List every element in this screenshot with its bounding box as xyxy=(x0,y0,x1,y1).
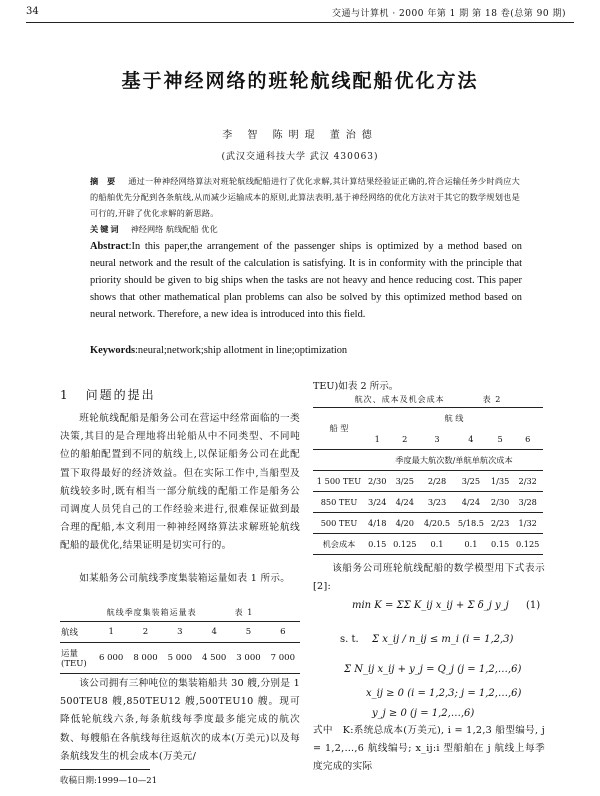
table-cell: 6 000 xyxy=(94,643,128,674)
table-cell: 0.125 xyxy=(512,534,543,555)
table-row xyxy=(313,513,543,534)
table-cell: 2/28 xyxy=(420,471,454,492)
paragraph-right-top: TEU)如表 2 所示。 xyxy=(313,381,399,392)
table-row xyxy=(313,534,543,555)
table-cell: 2/23 xyxy=(488,513,513,534)
table-cell: 0.15 xyxy=(488,534,513,555)
table-cell: 4/24 xyxy=(390,492,421,513)
table-cell: 0.1 xyxy=(454,534,488,555)
constraint-1: Σ x_ij / n_ij ≤ m_i (i = 1,2,3) xyxy=(372,634,514,645)
keywords-cn-text: 神经网络 航线配船 优化 xyxy=(130,224,218,234)
affiliation: (武汉交通科技大学 武汉 430063) xyxy=(221,152,379,162)
abstract-en-text: :In this paper,the arrangement of the passenger ships is optimized by a method based on neural network and the result of the calculation is satisfying. It is in conformity with the principle that priority should be given to big ships when the tasks are not heavy and hence reducing cost. This paper shows that other mathematical plan problems can also be solved by this optimized method based on neural network. Therefore, a new idea is introduced into this field. xyxy=(90,241,522,321)
table-2-ship-header: 船 型 xyxy=(313,408,365,450)
abstract-cn xyxy=(90,173,520,221)
authors: 李 智 陈明琨 董治德 xyxy=(222,130,378,141)
paragraph-5 xyxy=(313,722,545,777)
table-cell: 5 000 xyxy=(163,643,197,674)
table-cell: 3/25 xyxy=(454,471,488,492)
table-2-route-header: 航 线 xyxy=(365,408,543,429)
table-cell: 0.1 xyxy=(420,534,454,555)
table-cell: 4 xyxy=(197,622,231,643)
abstract-cn-text: 通过一种神经网络算法对班轮航线配船进行了优化求解,其计算结果经验证正确的,符合运输任务少时尚应大的船舶优先分配到各条航线,从而减少运输成本的原则,此算法表明,基于神经网络的优化方法对于其它的数学规划也是可行的,开辟了优化求解的新思路。 xyxy=(90,176,520,218)
header-rule xyxy=(26,22,574,23)
table-cell: 850 TEU xyxy=(313,492,365,513)
table-cell: 6 xyxy=(512,429,543,450)
table-cell: 5/18.5 xyxy=(454,513,488,534)
table-cell: 3/28 xyxy=(512,492,543,513)
table-cell: 6 xyxy=(266,622,300,643)
table-cell: 3/24 xyxy=(365,492,390,513)
footnote-rule xyxy=(60,769,150,770)
keywords-en-text: :neural;network;ship allotment in line;optimization xyxy=(135,345,348,356)
table-cell: 4/20 xyxy=(390,513,421,534)
table-cell: 5 xyxy=(231,622,265,643)
table-2-caption-line xyxy=(313,394,543,405)
paragraph-5-text: K:系统总成本(万美元), i = 1,2,3 船型编号, j = 1,2,…,6 航线编号; x_ij:i 型船舶在 j 航线上每季度完成的实际 xyxy=(313,725,545,773)
table-1-grid xyxy=(60,621,300,674)
abstract-en xyxy=(90,238,522,323)
table-2 xyxy=(313,394,543,555)
table-cell: 4/18 xyxy=(365,513,390,534)
keywords-cn xyxy=(90,224,218,235)
table-1-number: 表 1 xyxy=(234,608,254,617)
table-row xyxy=(313,450,543,471)
table-cell: 500 TEU xyxy=(313,513,365,534)
table-cell: 4 500 xyxy=(197,643,231,674)
equation-objective: min K = ΣΣ K_ij x_ij + Σ δ_j y_j xyxy=(352,600,509,611)
table-row xyxy=(313,408,543,429)
table-2-number: 表 2 xyxy=(482,395,502,404)
table-cell: 3 xyxy=(163,622,197,643)
table-cell: 5 xyxy=(488,429,513,450)
table-2-opp-label: 机会成本 xyxy=(313,534,365,555)
table-cell: 2/30 xyxy=(488,492,513,513)
table-1-volume-header: 运量 (TEU) xyxy=(60,643,94,674)
equation-number: (1) xyxy=(526,600,541,611)
table-1 xyxy=(60,607,300,674)
table-cell: 2/32 xyxy=(512,471,543,492)
received-date: 收稿日期:1999—10—21 xyxy=(60,776,158,786)
table-cell: 0.15 xyxy=(365,534,390,555)
paragraph-2: 如某船务公司航线季度集装箱运量如表 1 所示。 xyxy=(79,573,291,584)
table-2-caption: 航次、成本及机会成本 xyxy=(354,395,445,404)
table-cell: 0.125 xyxy=(390,534,421,555)
keywords-en xyxy=(90,345,347,356)
table-row xyxy=(60,643,300,674)
keywords-cn-label: 关键词 xyxy=(90,224,121,234)
constraint-3: x_ij ≥ 0 (i = 1,2,3; j = 1,2,…,6) xyxy=(366,688,522,699)
table-cell: 2 xyxy=(128,622,162,643)
table-1-caption-line xyxy=(60,607,300,618)
table-cell: 3 000 xyxy=(231,643,265,674)
paragraph-4: 该船务公司班轮航线配船的数学模型用下式表示[2]: xyxy=(313,563,545,593)
table-cell: 3/23 xyxy=(420,492,454,513)
journal-header: 交通与计算机 · 2000 年第 1 期 第 18 卷(总第 90 期) xyxy=(331,9,566,19)
table-cell: 2/30 xyxy=(365,471,390,492)
abstract-cn-label: 摘 要 xyxy=(90,176,119,186)
table-cell: 3/25 xyxy=(390,471,421,492)
table-cell: 1 xyxy=(94,622,128,643)
section-heading xyxy=(60,386,156,403)
st-label: s. t. xyxy=(340,634,359,645)
table-2-subheader: 季度最大航次数/单航单航次成本 xyxy=(365,450,543,471)
table-cell: 1 xyxy=(365,429,390,450)
table-cell: 1/32 xyxy=(512,513,543,534)
paragraph-3: 该公司拥有三种吨位的集装箱船共 30 艘,分别是 1 500TEU8 艘,850TEU12 艘,500TEU10 艘。现可降低轮航线六条,每条航线每季度最多能完成的航次数、每艘船在各航线每往返航次的成本(万美元)以及每条航线发生的机会成本(万美元/ xyxy=(60,678,300,762)
table-cell: 4/20.5 xyxy=(420,513,454,534)
constraint-4: y_j ≥ 0 (j = 1,2,…,6) xyxy=(372,708,475,719)
formula-where-label: 式中 xyxy=(313,725,333,736)
section-title: 问题的提出 xyxy=(85,388,156,402)
table-cell: 2 xyxy=(390,429,421,450)
table-1-caption: 航线季度集装箱运量表 xyxy=(106,608,197,617)
section-number: 1 xyxy=(60,388,70,402)
table-cell: 3 xyxy=(420,429,454,450)
table-row xyxy=(313,471,543,492)
constraint-2: Σ N_ij x_ij + y_j = Q_j (j = 1,2,…,6) xyxy=(344,664,522,675)
table-cell: 4 xyxy=(454,429,488,450)
table-cell: 4/24 xyxy=(454,492,488,513)
paper-title: 基于神经网络的班轮航线配船优化方法 xyxy=(121,70,479,92)
table-cell: 1 500 TEU xyxy=(313,471,365,492)
paragraph-1: 班轮航线配船是船务公司在营运中经常面临的一类决策,其目的是合理地将出轮船从中不同类型、不同吨位的船舶配置到不同的航线上,以保证船务公司在此配置下取得最好的经济效益。但在实际工作中,当船型及航线较多时,既有相当一部分航线的配船工作是船务公司调度人员凭自己的工作经验来进行,很难保证做到最合理的配船,本文利用一种神经网络算法求解班轮航线配船的最优化,结果证明是切实可行的。 xyxy=(60,413,300,552)
table-1-route-header: 航线 xyxy=(60,622,94,643)
table-row xyxy=(313,492,543,513)
table-cell: 1/35 xyxy=(488,471,513,492)
page-number: 34 xyxy=(26,6,39,17)
table-cell: 7 000 xyxy=(266,643,300,674)
table-row xyxy=(60,622,300,643)
table-cell: 8 000 xyxy=(128,643,162,674)
keywords-en-label: Keywords xyxy=(90,345,136,356)
abstract-en-label: Abstract xyxy=(90,241,129,252)
table-2-grid xyxy=(313,407,543,555)
